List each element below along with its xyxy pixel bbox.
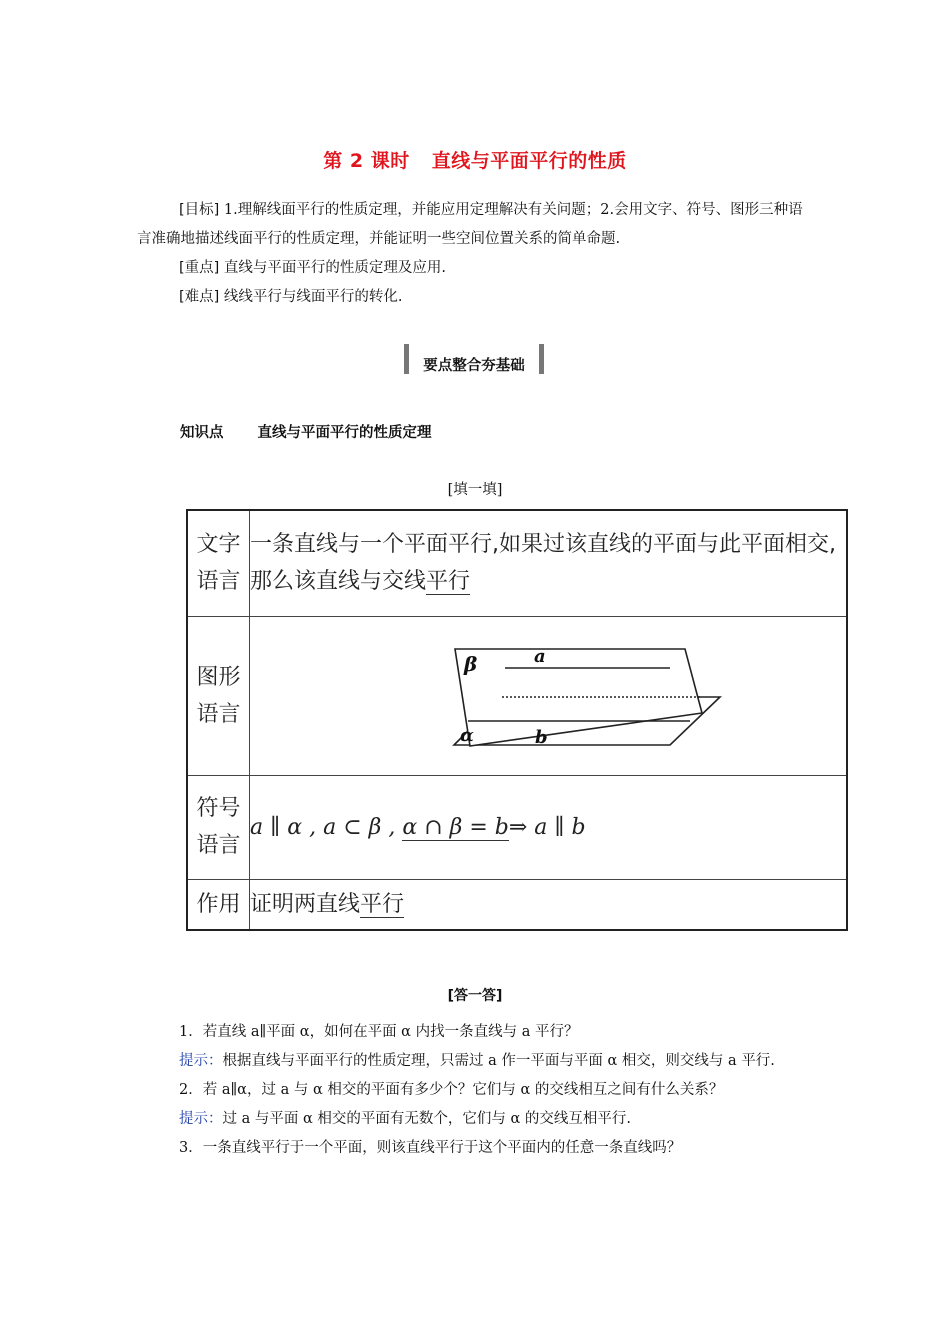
label-b: b [535,726,548,748]
question-2: 2．若 a∥α，过 a 与 α 相交的平面有多少个？它们与 α 的交线相互之间有什么关系？ [179,1082,724,1098]
page-title [0,146,950,173]
answer-heading: [答一答] [447,988,503,1004]
label-line: 文字 [196,532,241,558]
row-symbol-language [187,775,847,879]
theorem-text: 一条直线与一个平面平行,如果过该直线的平面与此平面相交,那么该直线与交线 [250,532,836,595]
row-figure-language [187,616,847,775]
label-alpha: α [460,724,474,746]
label-line: 图形 [196,664,241,690]
objectives-block [137,196,813,312]
lesson-topic: 直线与平面平行的性质 [431,150,627,172]
row-text-language [187,510,847,616]
answer-2-text: 过 a 与平面 α 相交的平面有无数个，它们与 α 的交线互相平行. [222,1111,631,1127]
usage-text: 证明两直线 [250,891,361,917]
text-language-content [250,510,848,616]
usage-content [250,879,848,930]
qa-block [137,1018,813,1163]
hint-label: 提示： [179,1053,223,1069]
goal-tag: [目标] [179,202,220,218]
row-usage [187,879,847,930]
banner-left-bar [404,344,409,374]
label-line: 语言 [196,569,241,595]
theorem-table [186,509,848,931]
label-usage: 作用 [187,879,250,930]
banner-right-bar [539,344,544,374]
answer-2 [137,1105,813,1134]
difficulty-paragraph [137,283,813,312]
fill-heading: [填一填] [447,482,503,498]
symbol-language-content [250,775,848,879]
key-paragraph [137,254,813,283]
key-tag: [重点] [179,260,220,276]
blank-answer-parallel: 平行 [426,569,471,595]
symbol-premise: a ∥ α , a ⊂ β , [250,814,403,840]
symbol-conclusion: ⇒ a ∥ b [508,814,586,840]
blank-answer-intersection: α ∩ β = b [402,814,509,840]
question-3: 3．一条直线平行于一个平面，则该直线平行于这个平面内的任意一条直线吗？ [179,1140,682,1156]
goal-paragraph [137,196,813,254]
key-text: 直线与平面平行的性质定理及应用. [219,260,447,276]
knowledge-topic: 直线与平面平行的性质定理 [257,425,432,441]
blank-answer-parallel-2: 平行 [360,891,405,917]
lesson-number: 第 2 课时 [323,150,410,172]
plane-diagram [250,617,846,771]
label-line: 语言 [196,833,241,858]
question-1: 1．若直线 a∥平面 α，如何在平面 α 内找一条直线与 a 平行？ [179,1024,579,1040]
goal-text: 1.理解线面平行的性质定理，并能应用定理解决有关问题；2.会用文字、符号、图形三种语言准确地描述线面平行的性质定理，并能证明一些空间位置关系的简单命题. [137,202,803,247]
answer-1-text: 根据直线与平面平行的性质定理，只需过 a 作一平面与平面 α 相交，则交线与 a 平行. [222,1053,775,1069]
figure-cell [250,616,848,775]
label-line: 语言 [196,701,241,727]
label-symbol-language [187,775,250,879]
difficulty-text: 线线平行与线面平行的转化. [219,289,403,305]
answer-1 [137,1047,813,1076]
difficulty-tag: [难点] [179,289,220,305]
section-banner [404,344,544,372]
section-label: 要点整合夯基础 [423,358,525,374]
knowledge-prefix: 知识点 [180,425,224,441]
hint-label: 提示： [179,1111,223,1127]
label-figure-language [187,616,250,775]
label-a: a [534,645,546,667]
knowledge-point-heading [180,421,432,442]
label-line: 符号 [196,796,241,821]
label-text-language [187,510,250,616]
label-beta: β [464,651,478,676]
